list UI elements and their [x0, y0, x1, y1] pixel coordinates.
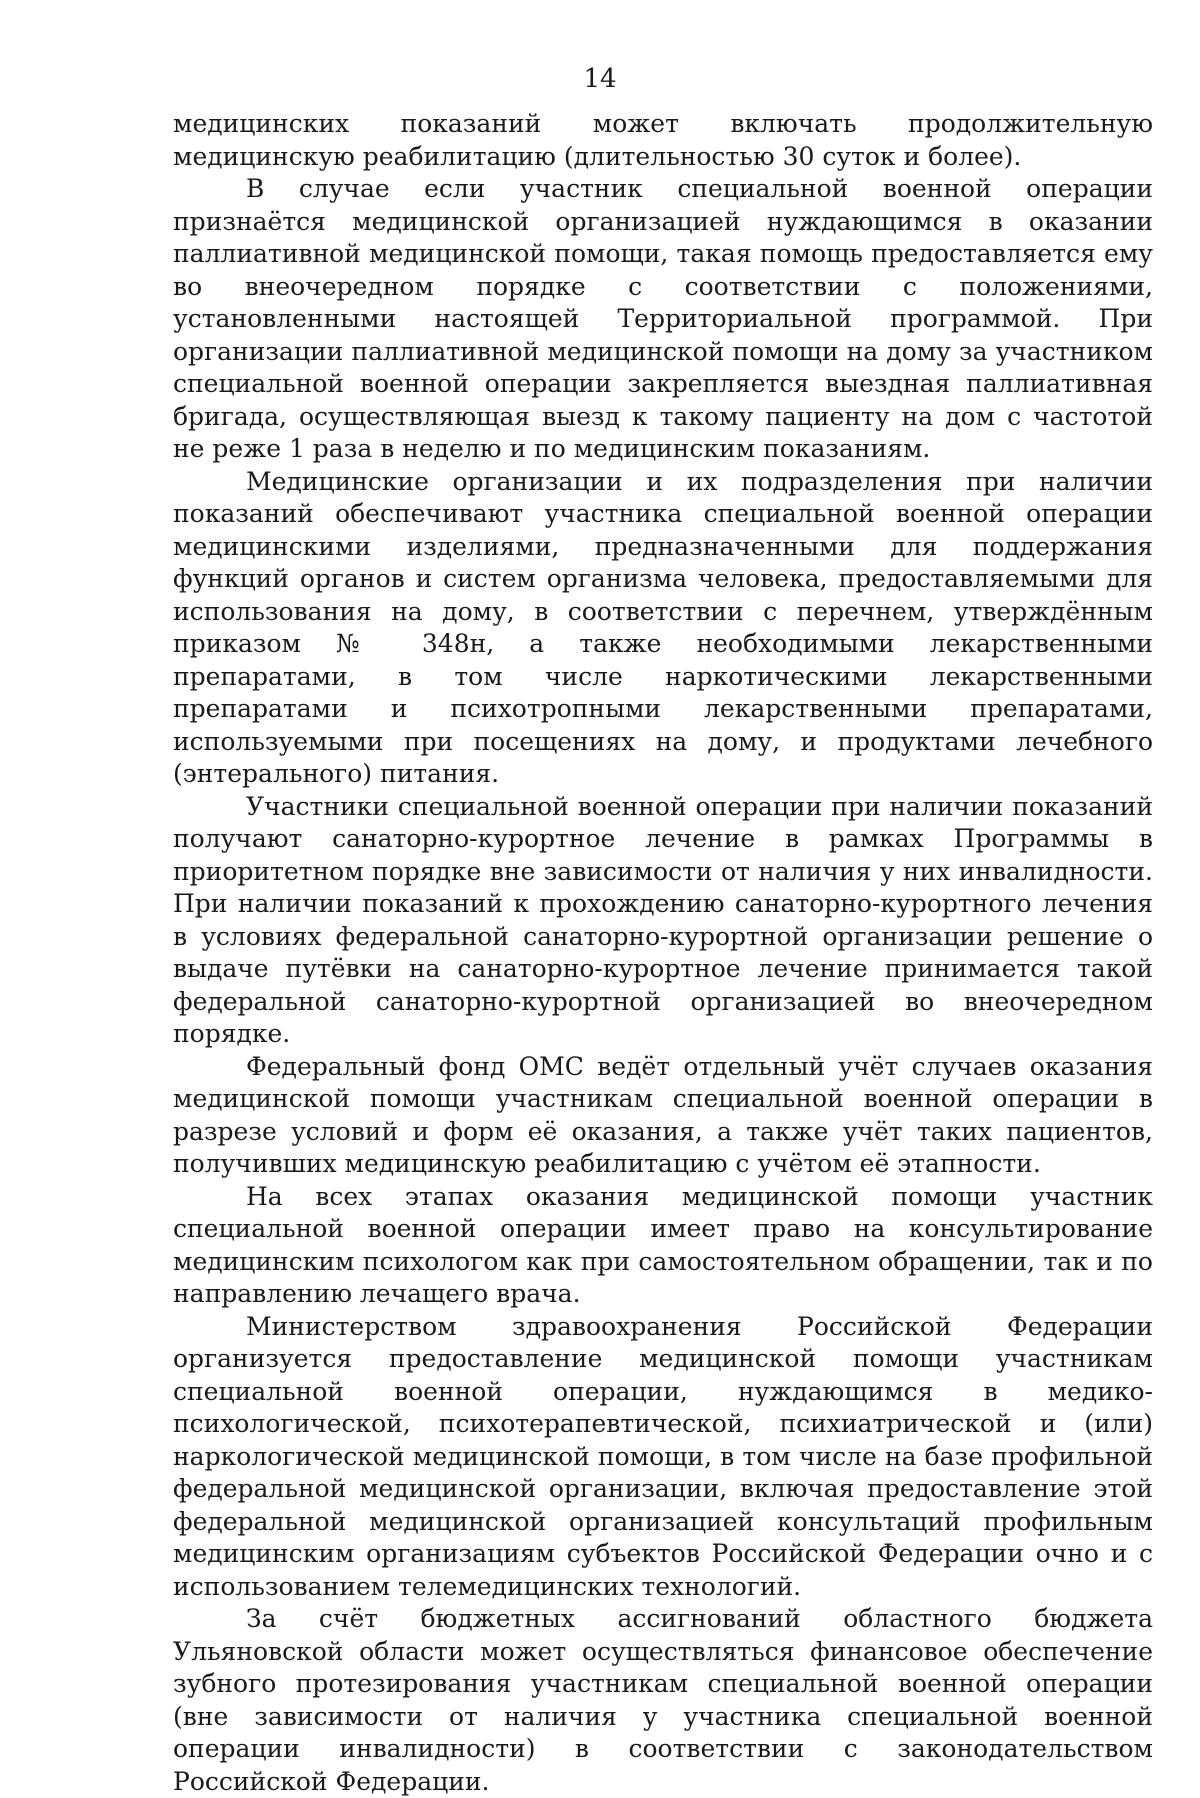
- paragraph-palliative-care: В случае если участник специальной военной операции признаётся медицинской организацией нуждающимся в оказании паллиативной медицинской помощи, такая помощь предоставляется ему во внеочередном порядке с соответствии с положениями, установленными настоящей Территориальной программой. При организации паллиативной медицинской помощи на дому за участником специальной военной операции закрепляется выездная паллиативная бригада, осуществляющая выезд к такому пациенту на дом с частотой не реже 1 раза в неделю и по медицинским показаниям.: [173, 174, 1153, 463]
- paragraph-oms-accounting: Федеральный фонд ОМС ведёт отдельный учёт случаев оказания медицинской помощи участникам специальной военной операции в разрезе условий и форм её оказания, а также учёт таких пациентов, получивших медицинскую реабилитацию с учётом её этапности.: [173, 1051, 1153, 1178]
- paragraph-dental-prosthetics: За счёт бюджетных ассигнований областного бюджета Ульяновской области может осуществляться финансовое обеспечение зубного протезирования участникам специальной военной операции (вне зависимости от наличия у участника специальной военной операции инвалидности) в соответствии с законодательством Российской Федерации.: [173, 1604, 1153, 1796]
- paragraph-ministry-care: Министерством здравоохранения Российской Федерации организуется предоставление медицинской помощи участникам специальной военной операции, нуждающимся в медико-психологической, психотерапевтической, психиатрической и (или) наркологической медицинской помощи, в том числе на базе профильной федеральной медицинской организации, включая предоставление этой федеральной медицинской организацией консультаций профильным медицинским организациям субъектов Российской Федерации очно и с использованием телемедицинских технологий.: [173, 1311, 1153, 1601]
- paragraph-medical-devices: Медицинские организации и их подразделения при наличии показаний обеспечивают участника специальной военной операции медицинскими изделиями, предназначенными для поддержания функций органов и систем организма человека, предоставляемыми для использования на дому, в соответствии с перечнем, утверждённым приказом № 348н, а также необходимыми лекарственными препаратами, в том числе наркотическими лекарственными препаратами и психотропными лекарственными препаратами, используемыми при посещениях на дому, и продуктами лечебного (энтерального) питания.: [173, 466, 1153, 788]
- document-body: [173, 108, 1153, 1798]
- page-number: 14: [583, 64, 617, 94]
- paragraph-continuation: медицинских показаний может включать продолжительную медицинскую реабилитацию (длительностью 30 суток и более).: [173, 109, 1153, 171]
- paragraph-sanatorium-treatment: Участники специальной военной операции при наличии показаний получают санаторно-курортное лечение в рамках Программы в приоритетном порядке вне зависимости от наличия у них инвалидности. При наличии показаний к прохождению санаторно-курортного лечения в условиях федеральной санаторно-курортной организации решение о выдаче путёвки на санаторно-курортное лечение принимается такой федеральной санаторно-курортной организацией во внеочередном порядке.: [173, 791, 1153, 1048]
- paragraph-psychologist-consulting: На всех этапах оказания медицинской помощи участник специальной военной операции имеет право на консультирование медицинским психологом как при самостоятельном обращении, так и по направлению лечащего врача.: [173, 1181, 1153, 1308]
